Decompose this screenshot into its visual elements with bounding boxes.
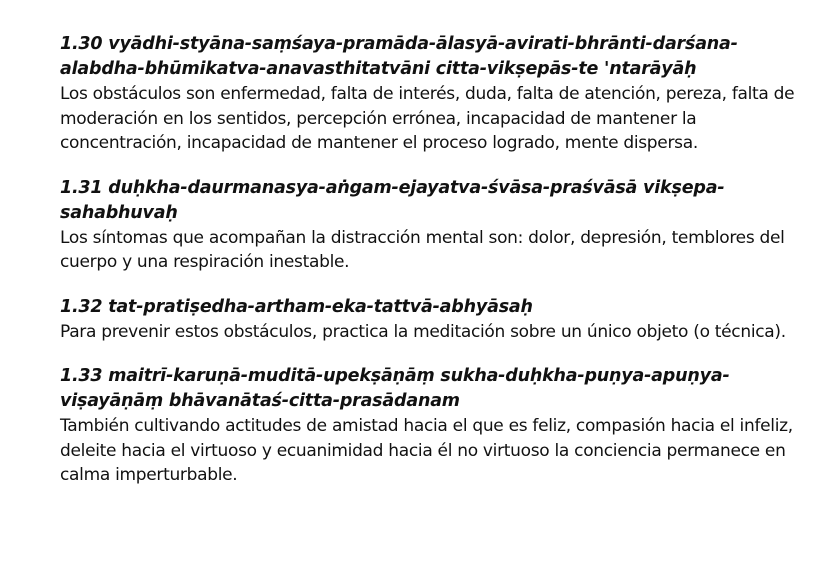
translation-text: Los síntomas que acompañan la distracción mental son: dolor, depresión, temblores del cuerpo y una respiración inestable. <box>60 227 785 272</box>
document-page <box>60 32 800 508</box>
verse-1-33 <box>60 364 800 488</box>
translation-text: Los obstáculos son enfermedad, falta de interés, duda, falta de atención, pereza, falta de moderación en los sentidos, percepción errónea, incapacidad de mantener la concentración, incapacidad de mantener el proceso logrado, mente dispersa. <box>60 84 795 153</box>
sutra-text: 1.31 duḥkha-daurmanasya-aṅgam-ejayatva-śvāsa-praśvāsā vikṣepa-sahabhuvaḥ <box>60 177 725 223</box>
translation-text: También cultivando actitudes de amistad hacia el que es feliz, compasión hacia el infeliz, deleite hacia el virtuoso y ecuanimidad hacia él no virtuoso la conciencia permanece en calma imperturbable. <box>60 416 793 485</box>
verse-1-30 <box>60 32 800 156</box>
sutra-text: 1.30 vyādhi-styāna-saṃśaya-pramāda-ālasyā-avirati-bhrānti-darśana-alabdha-bhūmikatva-anavasthitatvāni citta-vikṣepās-te 'ntarāyāḥ <box>60 34 738 79</box>
sutra-text: 1.32 tat-pratiṣedha-artham-eka-tattvā-abhyāsaḥ <box>60 296 533 317</box>
verse-1-31 <box>60 176 800 275</box>
translation-text: Para prevenir estos obstáculos, practica la meditación sobre un único objeto (o técnica). <box>60 321 786 342</box>
sutra-text: 1.33 maitrī-karuṇā-muditā-upekṣāṇāṃ sukha-duḥkha-puṇya-apuṇya-viṣayāṇāṃ bhāvanātaś-citta-prasādanam <box>60 366 730 411</box>
verse-1-32 <box>60 295 800 345</box>
